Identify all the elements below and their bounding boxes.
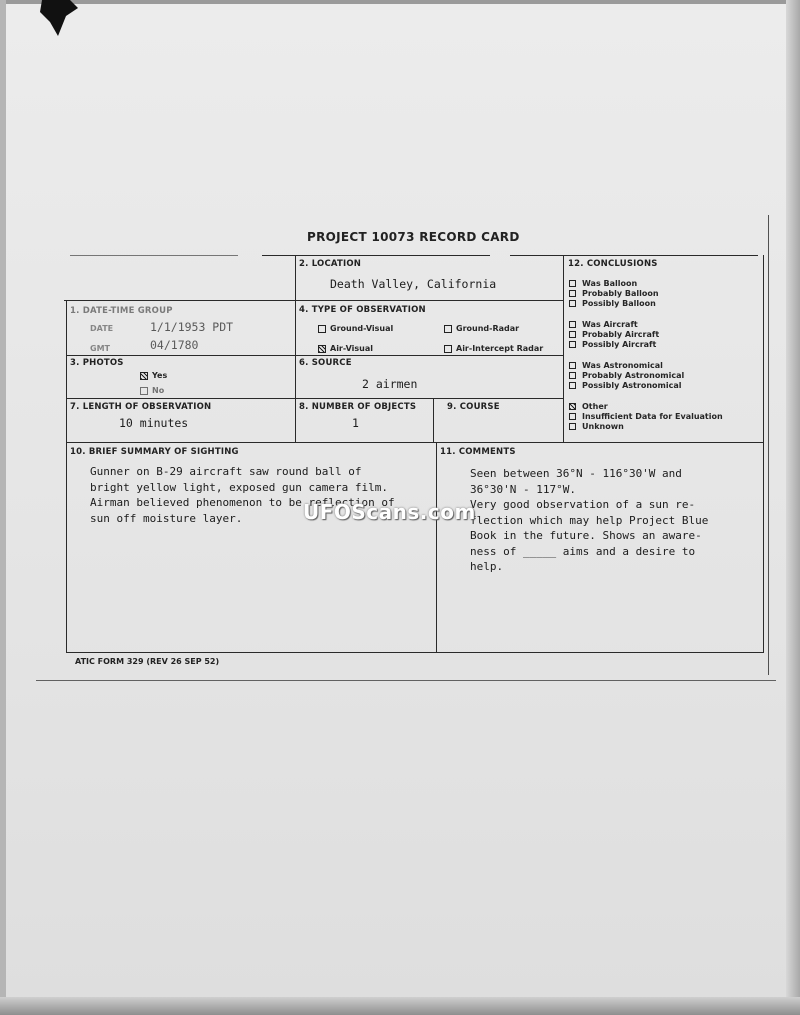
checked-box-icon [318,345,326,353]
option-ground-radar: Ground-Radar [444,324,519,333]
option-air-intercept-radar: Air-Intercept Radar [444,344,543,353]
option-air-visual: Air-Visual [318,344,373,353]
conclusion-possibly-aircraft: Possibly Aircraft [569,340,656,349]
comment-line: Very good observation of a sun re- [470,498,696,511]
conclusion-unknown: Unknown [569,422,624,431]
form-number: ATIC FORM 329 (REV 26 SEP 52) [75,657,220,666]
rule [66,398,563,399]
checkbox-icon [140,387,148,395]
checkbox-icon [569,300,576,307]
comment-line: Book in the future. Shows an aware- [470,529,702,542]
checkbox-icon [569,382,576,389]
scan-edge-bottom [0,997,800,1015]
summary-line: bright yellow light, exposed gun camera film. [90,480,389,494]
date-prefix: DATE [90,324,114,333]
checkbox-icon [569,423,576,430]
comment-line: Seen between 36°N - 116°30'W and [470,467,682,480]
checkbox-icon [569,290,576,297]
type-observation-label: 4. TYPE OF OBSERVATION [299,305,426,315]
rule [66,300,67,652]
punch-mark-icon [40,0,80,40]
rule [36,680,776,681]
checked-box-icon [140,372,148,380]
rule [64,300,296,301]
comment-line: help. [470,560,504,573]
comment-line: flection which may help Project Blue [470,513,709,527]
scan-edge-left [0,0,6,1015]
rule [768,215,769,675]
scan-edge-right [786,0,800,1015]
checkbox-icon [444,325,452,333]
conclusion-possibly-astronomical: Possibly Astronomical [569,381,681,390]
date-value: 1/1/1953 PDT [150,320,234,334]
checkbox-icon [318,325,326,333]
rule [436,442,437,652]
conclusion-was-astronomical: Was Astronomical [569,361,663,370]
conclusion-was-aircraft: Was Aircraft [569,320,638,329]
source-label: 6. SOURCE [299,358,352,368]
rule [70,255,238,256]
conclusion-was-balloon: Was Balloon [569,279,637,288]
summary-label: 10. BRIEF SUMMARY OF SIGHTING [70,447,239,457]
summary-line: Airman believed phenomenon to be reflection of [90,496,395,509]
gmt-prefix: GMT [90,344,110,353]
checkbox-icon [569,372,576,379]
checkbox-icon [569,331,576,338]
rule [66,355,563,356]
checkbox-icon [569,321,576,328]
rule [295,255,296,442]
checked-box-icon [569,403,576,410]
location-value: Death Valley, California [330,277,497,291]
rule [563,255,564,442]
photos-label: 3. PHOTOS [70,358,124,368]
comments-label: 11. COMMENTS [440,447,516,457]
number-objects-value: 1 [352,416,359,430]
course-label: 9. COURSE [447,402,500,412]
scan-edge-top [0,0,800,4]
checkbox-icon [569,413,576,420]
length-value: 10 minutes [119,416,189,430]
conclusion-probably-aircraft: Probably Aircraft [569,330,659,339]
comments-text [470,466,708,575]
rule [262,255,490,256]
summary-line: sun off moisture layer. [90,511,243,525]
location-label: 2. LOCATION [299,259,362,269]
checkbox-icon [569,341,576,348]
checkbox-icon [569,280,576,287]
rule [66,652,764,653]
conclusion-possibly-balloon: Possibly Balloon [569,299,656,308]
checkbox-icon [444,345,452,353]
rule [433,398,434,442]
card-title: PROJECT 10073 RECORD CARD [307,230,520,244]
comment-line: ness of _____ aims and a desire to [470,544,696,558]
conclusion-other: Other [569,402,608,411]
option-photos-yes: Yes [140,371,167,380]
length-label: 7. LENGTH OF OBSERVATION [70,402,212,412]
date-time-label: 1. DATE-TIME GROUP [70,306,173,316]
checkbox-icon [569,362,576,369]
number-objects-label: 8. NUMBER OF OBJECTS [299,402,417,412]
comment-line: 36°30'N - 117°W. [470,482,576,496]
conclusion-probably-astronomical: Probably Astronomical [569,371,684,380]
option-ground-visual: Ground-Visual [318,324,393,333]
conclusions-label: 12. CONCLUSIONS [568,259,658,269]
conclusion-insufficient-data: Insufficient Data for Evaluation [569,412,723,421]
watermark: UFOScans.com [303,500,476,524]
source-value: 2 airmen [362,377,418,391]
rule [66,442,763,443]
rule [295,300,563,301]
rule [510,255,758,256]
option-photos-no: No [140,386,164,395]
gmt-value: 04/1780 [150,338,199,352]
rule [763,255,764,653]
summary-line: Gunner on B-29 aircraft saw round ball of [90,465,362,478]
conclusion-probably-balloon: Probably Balloon [569,289,659,298]
